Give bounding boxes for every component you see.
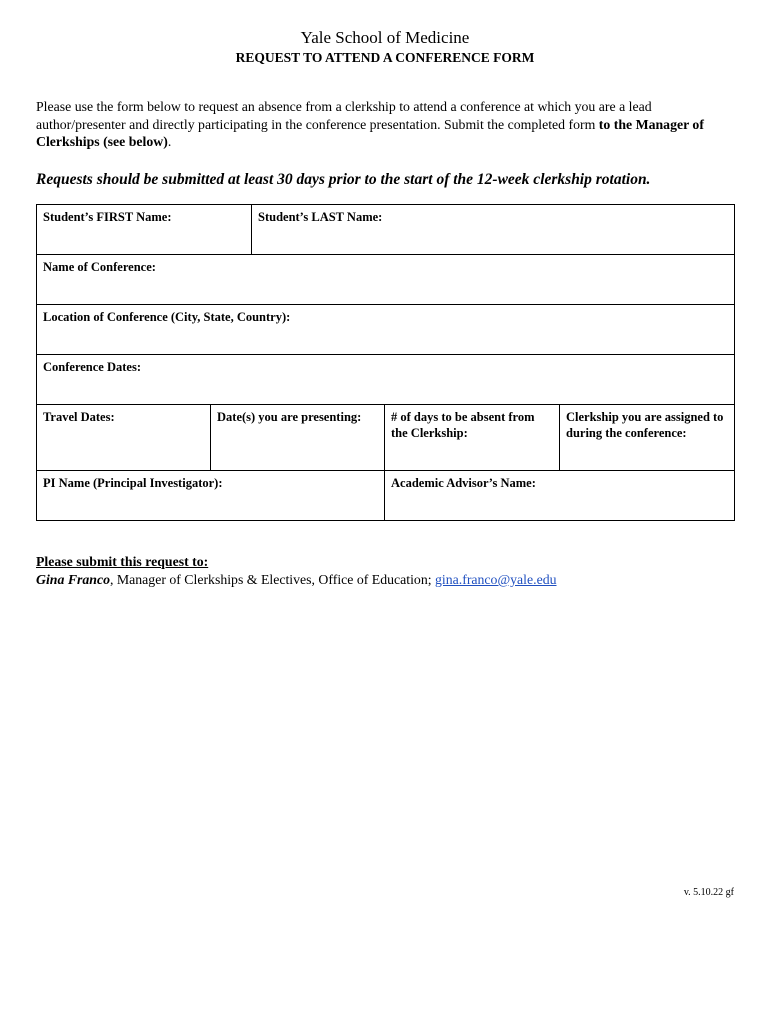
conference-location-label: Location of Conference (City, State, Country): xyxy=(43,310,291,324)
submit-instructions xyxy=(36,553,736,589)
advisor-name-field[interactable] xyxy=(385,471,735,521)
days-absent-label: # of days to be absent from the Clerkship: xyxy=(391,410,535,440)
request-form-table xyxy=(36,204,735,521)
intro-bold-text: to the Manager of Clerkships (see below) xyxy=(36,116,704,149)
presenting-dates-label: Date(s) you are presenting: xyxy=(217,410,362,424)
conference-dates-field[interactable] xyxy=(37,355,735,405)
travel-dates-field[interactable] xyxy=(37,405,211,471)
pi-name-field[interactable] xyxy=(37,471,385,521)
clerkship-assigned-field[interactable] xyxy=(560,405,735,471)
first-name-label: Student’s FIRST Name: xyxy=(43,210,172,224)
clerkship-assigned-label: Clerkship you are assigned to during the conference: xyxy=(566,410,724,440)
conference-name-field[interactable] xyxy=(37,255,735,305)
version-label: v. 5.10.22 gf xyxy=(683,887,734,898)
presenting-dates-field[interactable] xyxy=(211,405,385,471)
contact-role: , Manager of Clerkships & Electives, Office of Education; xyxy=(109,572,436,587)
advisor-name-label: Academic Advisor’s Name: xyxy=(391,476,536,490)
intro-text: Please use the form below to request an absence from a clerkship to attend a conference at which you are a lead author/presenter and directly participating in the conference presentation. Submit the completed form xyxy=(36,99,652,132)
last-name-label: Student’s LAST Name: xyxy=(258,210,383,224)
first-name-field[interactable] xyxy=(37,205,252,255)
travel-dates-label: Travel Dates: xyxy=(43,410,115,424)
email-link[interactable]: gina.franco@yale.edu xyxy=(435,572,557,587)
school-name: Yale School of Medicine xyxy=(300,28,470,47)
pi-name-label: PI Name (Principal Investigator): xyxy=(43,476,223,490)
days-absent-field[interactable] xyxy=(385,405,560,471)
form-title: REQUEST TO ATTEND A CONFERENCE FORM xyxy=(235,50,535,65)
last-name-field[interactable] xyxy=(252,205,735,255)
intro-paragraph xyxy=(36,98,736,151)
submit-heading: Please submit this request to: xyxy=(36,554,209,569)
contact-line xyxy=(36,571,736,589)
deadline-notice: Requests should be submitted at least 30 days prior to the start of the 12-week clerkship rotation. xyxy=(36,171,651,188)
conference-dates-label: Conference Dates: xyxy=(43,360,141,374)
intro-end: . xyxy=(167,134,172,149)
contact-name: Gina Franco xyxy=(36,572,110,587)
conference-name-label: Name of Conference: xyxy=(43,260,156,274)
conference-location-field[interactable] xyxy=(37,305,735,355)
